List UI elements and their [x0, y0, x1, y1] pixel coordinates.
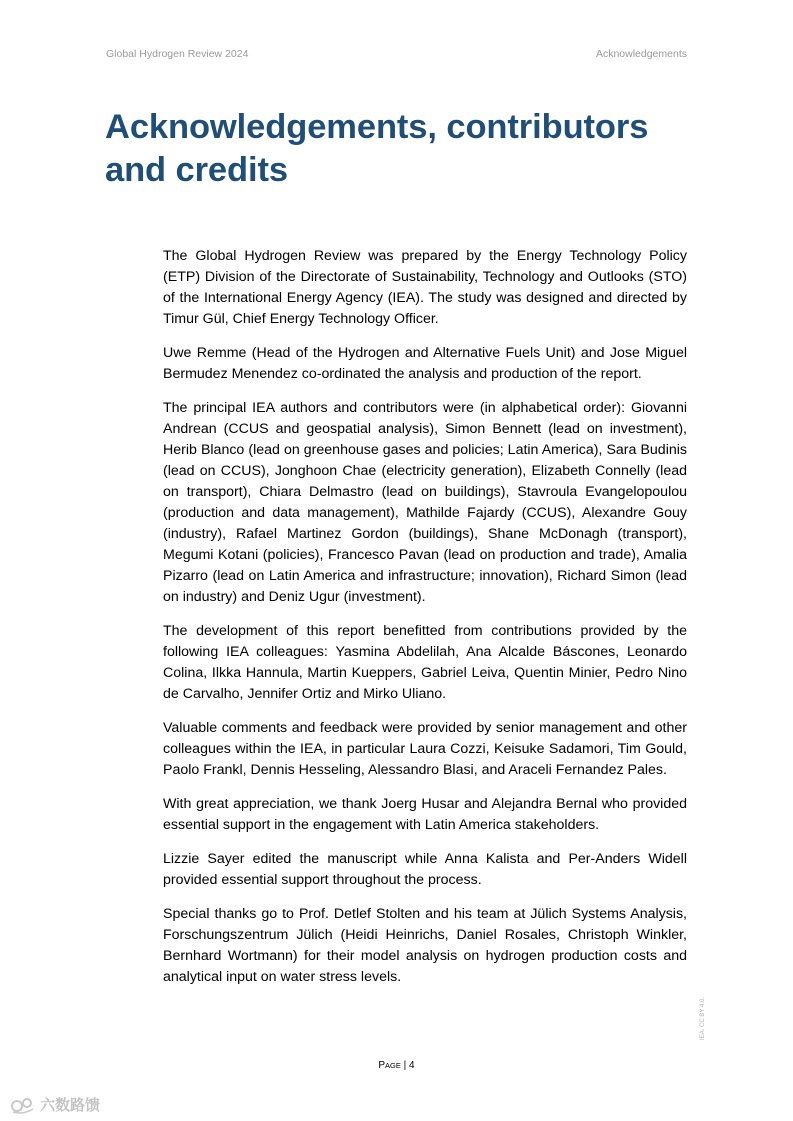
paragraph-principal-authors: The principal IEA authors and contributors were (in alphabetical order): Giovanni Andrean (CCUS and geospatial analysis), Simon Bennett (lead on investment), Herib Blanco (lead on greenhouse gases and policies; Latin America), Sara Budinis (lead on CCUS), Jonghoon Chae (electricity generation), Elizabeth Connelly (lead on transport), Chiara Delmastro (lead on buildings), Stavroula Evangelopoulou (production and data management), Mathilde Fajardy (CCUS), Alexandre Gouy (industry), Rafael Martinez Gordon (buildings), Shane McDonagh (transport), Megumi Kotani (policies), Francesco Pavan (lead on production and trade), Amalia Pizarro (lead on Latin America and infrastructure; innovation), Richard Simon (lead on industry) and Deniz Ugur (investment).	[163, 400, 687, 605]
running-header-document-title: Global Hydrogen Review 2024	[106, 48, 249, 60]
paragraph-coordinators: Uwe Remme (Head of the Hydrogen and Alternative Fuels Unit) and Jose Miguel Bermudez Menendez co-ordinated the analysis and production of the report.	[163, 345, 687, 382]
paragraph-prepared-by: The Global Hydrogen Review was prepared by the Energy Technology Policy (ETP) Division of the Directorate of Sustainability, Technology and Outlooks (STO) of the International Energy Agency (IEA). The study was designed and directed by Timur Gül, Chief Energy Technology Officer.	[163, 248, 687, 327]
page-separator: |	[400, 1060, 410, 1071]
watermark-text: 六数路馈	[40, 1097, 101, 1114]
page-title: Acknowledgements, contributors and credits	[105, 108, 649, 189]
license-tag: IEA. CC BY 4.0.	[700, 997, 706, 1040]
paragraph-editing: Lizzie Sayer edited the manuscript while Anna Kalista and Per-Anders Widell provided essential support throughout the process.	[163, 851, 687, 888]
page-number	[0, 1060, 793, 1071]
paragraph-senior-management: Valuable comments and feedback were provided by senior management and other colleagues within the IEA, in particular Laura Cozzi, Keisuke Sadamori, Tim Gould, Paolo Frankl, Dennis Hesseling, Alessandro Blasi, and Araceli Fernandez Pales.	[163, 720, 687, 778]
watermark-logo-icon	[10, 1095, 36, 1115]
running-header-section-name: Acknowledgements	[595, 48, 687, 60]
watermark	[10, 1094, 100, 1115]
body-text	[163, 246, 687, 1001]
paragraph-latin-america-support: With great appreciation, we thank Joerg Husar and Alejandra Bernal who provided essential support in the engagement with Latin America stakeholders.	[163, 796, 687, 833]
paragraph-special-thanks: Special thanks go to Prof. Detlef Stolten and his team at Jülich Systems Analysis, Forschungszentrum Jülich (Heidi Heinrichs, Daniel Rosales, Christoph Winkler, Bernhard Wortmann) for their model analysis on hydrogen production costs and analytical input on water stress levels.	[163, 906, 687, 985]
page-label-rest: AGE	[385, 1061, 401, 1070]
page-number-value: 4	[409, 1060, 415, 1071]
paragraph-iea-colleagues: The development of this report benefitted from contributions provided by the following IEA colleagues: Yasmina Abdelilah, Ana Alcalde Báscones, Leonardo Colina, Ilkka Hannula, Martin Kueppers, Gabriel Leiva, Quentin Minier, Pedro Nino de Carvalho, Jennifer Ortiz and Mirko Uliano.	[163, 623, 687, 702]
page-label-initial: P	[378, 1060, 386, 1071]
